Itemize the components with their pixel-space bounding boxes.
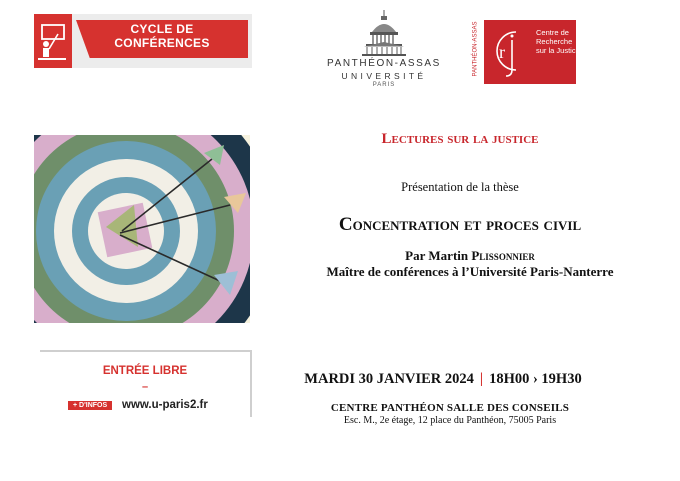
presenter-icon xyxy=(34,14,72,68)
pantheon-dome-icon xyxy=(322,8,446,58)
event-address: Esc. M., 2e étage, 12 place du Panthéon, 75005 Paris xyxy=(343,415,557,426)
info-url-link[interactable]: www.u-paris2.fr xyxy=(122,399,208,411)
university-name: PANTHÉON-ASSAS xyxy=(327,58,441,69)
crj-vertical-label: PANTHÉON-ASSAS xyxy=(472,21,479,77)
conference-cycle-banner xyxy=(34,14,252,68)
entry-box-top-border xyxy=(40,350,252,352)
author-prefix: Par Martin xyxy=(405,248,472,263)
crj-name xyxy=(536,28,580,55)
author-role: Maître de conférences à l’Université Paris-Nanterre xyxy=(326,264,614,279)
more-info-tag: + D'INFOS xyxy=(68,401,112,410)
crj-line1: Centre de xyxy=(536,28,569,37)
target-arrows-illustration xyxy=(34,135,250,323)
thesis-title: Concentration et proces civil xyxy=(338,214,582,235)
date-time-line xyxy=(278,371,608,388)
crj-logo xyxy=(472,20,580,84)
event-time: 18H00 › 19H30 xyxy=(489,371,582,387)
svg-text:r: r xyxy=(499,42,505,62)
author-line xyxy=(300,248,640,264)
event-venue: CENTRE PANTHÉON SALLE DES CONSEILS xyxy=(330,402,570,414)
thesis-intro: Présentation de la thèse xyxy=(401,180,519,194)
pantheon-assas-logo xyxy=(322,8,446,88)
series-title: Lectures sur la justice xyxy=(381,131,539,147)
free-entry-label: ENTRÉE LIBRE xyxy=(102,365,188,377)
crj-box xyxy=(484,20,580,84)
banner-title xyxy=(76,22,248,50)
university-subtitle: UNIVERSITÉ xyxy=(341,71,427,81)
crj-line2: Recherche xyxy=(536,37,573,46)
author-surname: Plissonnier xyxy=(471,248,535,263)
event-date: MARDI 30 JANVIER 2024 xyxy=(304,371,474,387)
university-city: PARIS xyxy=(372,82,396,88)
banner-title-line1: CYCLE DE xyxy=(130,22,194,36)
entry-box-right-border xyxy=(250,350,252,417)
crj-line3: sur la Justice xyxy=(536,46,580,55)
banner-title-line2: CONFÉRENCES xyxy=(114,36,210,50)
entry-dash: – xyxy=(141,381,149,393)
date-separator: | xyxy=(479,371,484,387)
crj-monogram-icon xyxy=(486,20,530,84)
